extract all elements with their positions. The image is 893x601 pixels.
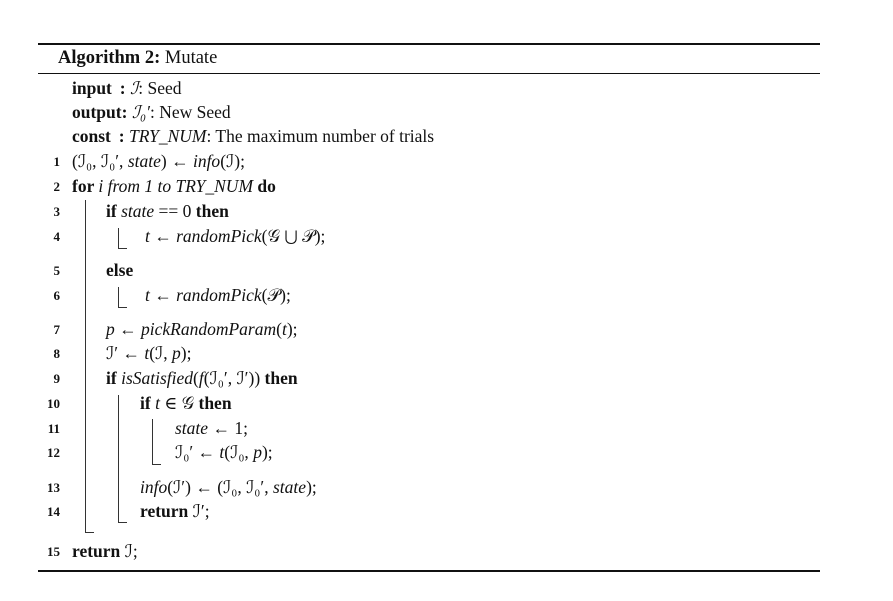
code-token: ℐ; (124, 541, 138, 561)
code-token: info (192, 151, 221, 171)
code-token: (ℐ, (149, 343, 172, 363)
code-line (106, 343, 191, 363)
header-line (72, 126, 434, 146)
algorithm-name: Mutate (164, 48, 218, 68)
code-line (72, 176, 276, 196)
line-number: 1 (53, 154, 60, 169)
title-rule (38, 73, 820, 74)
code-token: ℐ₀′ (127, 102, 150, 122)
code-token: randomPick (176, 285, 262, 305)
code-token: input (72, 78, 112, 98)
code-token: : New Seed (149, 102, 231, 122)
code-token: : Seed (138, 78, 182, 98)
code-token: return (72, 541, 125, 561)
code-token: return (140, 501, 193, 521)
line-number: 2 (53, 179, 60, 194)
line-number: 4 (53, 229, 60, 244)
code-token: if (106, 368, 122, 388)
code-token: (ℐ′) ← (ℐ₀, ℐ₀′, (167, 477, 273, 497)
line-number: 9 (53, 371, 60, 386)
code-token: if (106, 201, 122, 221)
code-token: ← (149, 226, 177, 246)
code-token: TRY_NUM (128, 126, 207, 146)
line-number: 14 (47, 504, 60, 519)
code-line (140, 501, 210, 521)
block-scope-bracket (85, 200, 94, 533)
code-token: ∈ 𝒢 (159, 393, 199, 413)
code-token: do (257, 176, 276, 196)
code-token: p (106, 319, 115, 339)
code-token: ); (286, 319, 298, 339)
code-token: t (155, 393, 160, 413)
code-token: ( (193, 368, 199, 388)
code-token: ); (261, 442, 273, 462)
line-number: 11 (47, 421, 60, 436)
code-token: t (219, 442, 225, 462)
code-token: state (273, 477, 307, 497)
code-token: (𝒢 ⋃ 𝒫); (261, 226, 326, 246)
code-token: (ℐ₀′, ℐ′)) (203, 368, 265, 388)
line-number: 8 (53, 346, 60, 361)
code-token: p (253, 442, 262, 462)
code-line (145, 226, 325, 246)
code-token: const (72, 126, 111, 146)
code-token: t (145, 285, 150, 305)
code-token: p (172, 343, 181, 363)
code-token: f (198, 368, 204, 388)
code-token: == 0 (154, 201, 196, 221)
algorithm-label: Algorithm 2: (58, 48, 161, 68)
line-number: 7 (53, 322, 60, 337)
code-token: if (140, 393, 156, 413)
code-token: : (110, 126, 129, 146)
code-token: (𝒫); (261, 285, 291, 305)
code-token: ℐ₀′ ← (175, 442, 220, 462)
code-token: state (121, 201, 155, 221)
code-token: ); (180, 343, 192, 363)
code-token: : The maximum number of trials (206, 126, 435, 146)
code-token: then (264, 368, 298, 388)
code-token: i from 1 to TRY_NUM (98, 176, 258, 196)
code-token: then (198, 393, 232, 413)
code-token: ℐ (129, 78, 139, 98)
code-token: then (195, 201, 229, 221)
code-line (140, 393, 232, 413)
code-line (106, 260, 133, 280)
code-line (106, 319, 298, 339)
code-token: pickRandomParam (141, 319, 277, 339)
line-number: 13 (47, 480, 60, 495)
code-token: ℐ′; (192, 501, 210, 521)
code-line (175, 442, 273, 462)
code-line (106, 201, 229, 221)
code-token: (ℐ₀, (224, 442, 254, 462)
block-scope-bracket (118, 228, 127, 249)
line-number: 15 (47, 544, 60, 559)
code-token: else (106, 260, 134, 280)
code-line (175, 418, 248, 438)
code-line (72, 541, 138, 561)
code-line (145, 285, 291, 305)
code-token: ℐ′ ← (106, 343, 145, 363)
code-token: for (72, 176, 99, 196)
code-line (140, 477, 317, 497)
code-token: (ℐ); (220, 151, 245, 171)
code-token: t (145, 226, 150, 246)
block-scope-bracket (118, 287, 127, 308)
code-token: isSatisfied (121, 368, 194, 388)
code-token: ← (149, 285, 177, 305)
line-number: 6 (53, 288, 60, 303)
block-scope-bracket (152, 419, 161, 465)
line-number: 3 (53, 204, 60, 219)
code-token: output: (72, 102, 128, 122)
code-token: t (144, 343, 150, 363)
code-token: ); (306, 477, 317, 497)
top-rule (38, 43, 820, 45)
code-line (72, 151, 245, 171)
code-token: ← (114, 319, 141, 339)
block-scope-bracket (118, 395, 127, 523)
code-token: (ℐ₀, ℐ₀′, (72, 151, 128, 171)
code-token: state (175, 418, 209, 438)
header-line (72, 78, 181, 98)
header-line (72, 102, 231, 122)
code-token: randomPick (176, 226, 262, 246)
code-token: info (140, 477, 168, 497)
code-token: state (127, 151, 161, 171)
code-token: : (111, 78, 130, 98)
code-token: ) ← (160, 151, 193, 171)
code-line (106, 368, 298, 388)
code-token: ( (276, 319, 282, 339)
algorithm-title (58, 47, 217, 69)
line-number: 10 (47, 396, 60, 411)
code-token: t (281, 319, 287, 339)
bottom-rule (38, 570, 820, 572)
line-number: 12 (47, 445, 60, 460)
code-token: ← 1; (208, 418, 248, 438)
line-number: 5 (53, 263, 60, 278)
